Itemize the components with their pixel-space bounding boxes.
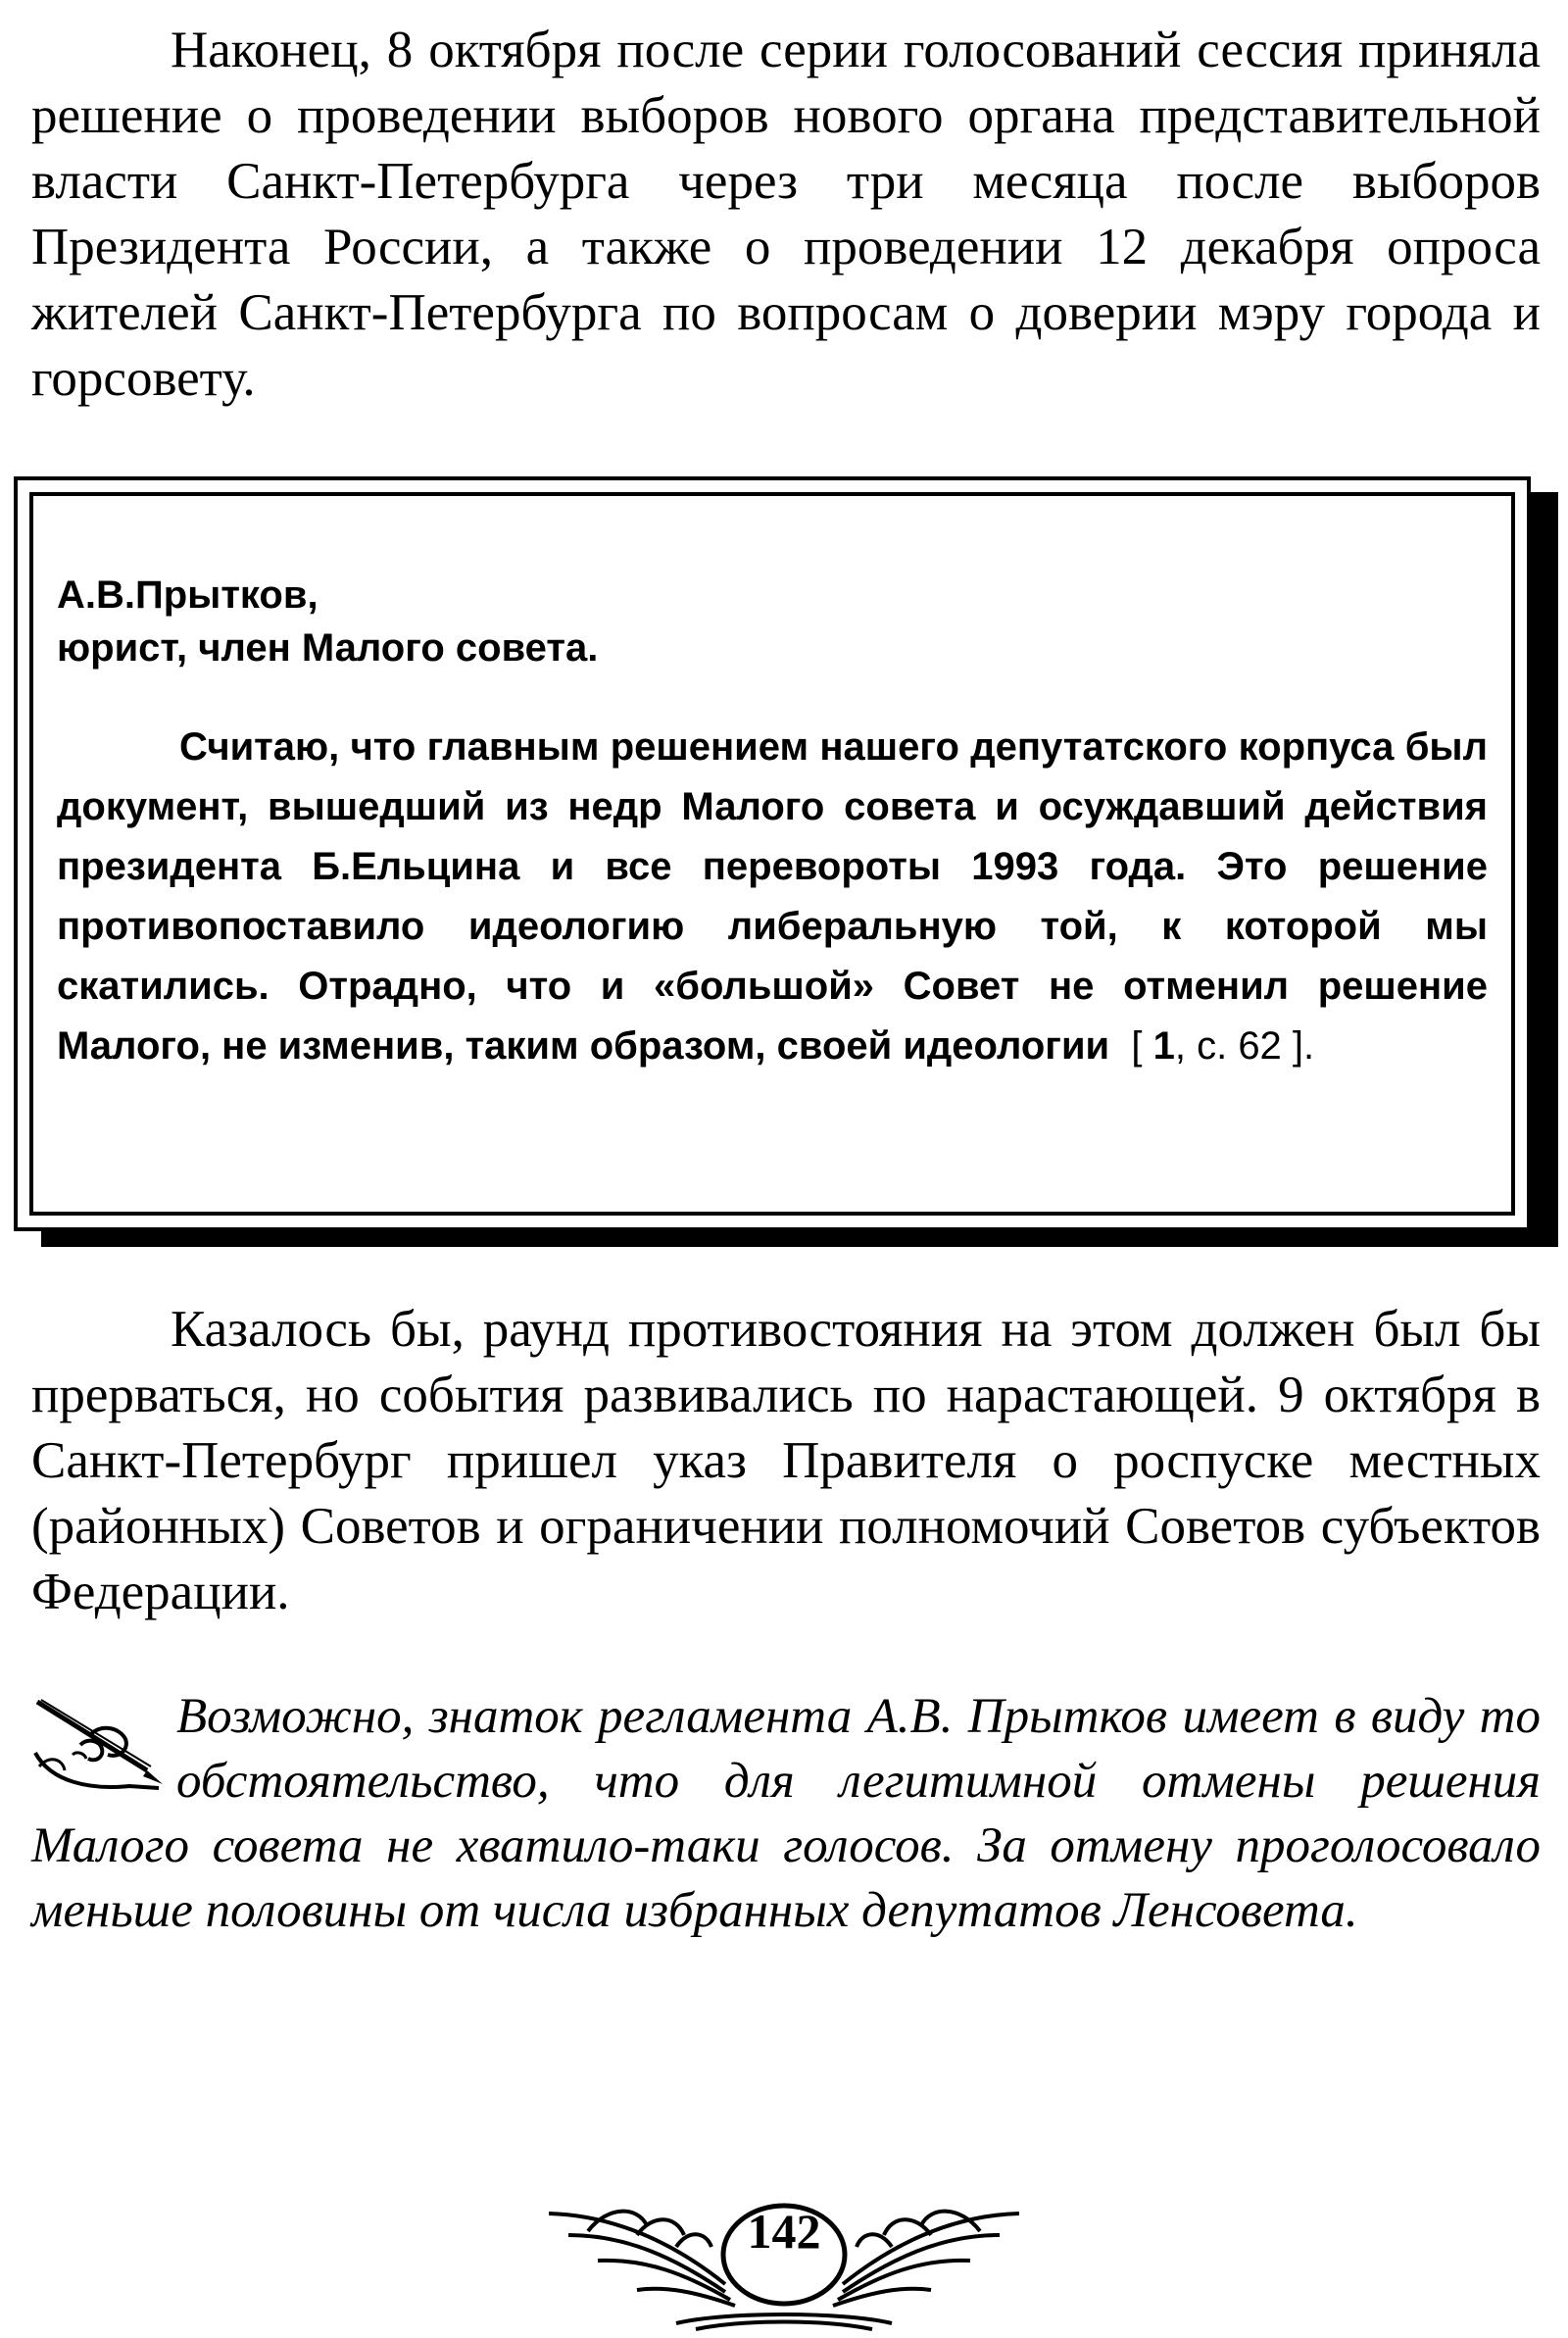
quote-ref-number: 1 <box>1152 1024 1175 1068</box>
quote-text: Считаю, что главным решением нашего депутатского корпуса был документ, вышедший из недр Малого совета и осуждавший действия президента Б.Ельцина и все перевороты 1993 года. Это решение противопоставило идеологию либеральную той, к которой мы скатились. Отрадно, что и «большой» Совет не отменил решение Малого, не изменив, таким образом, своей идеологии <box>57 725 1488 1068</box>
page-number: 142 <box>747 2204 821 2259</box>
quote-text-block <box>57 718 1488 1076</box>
quote-author-role: юрист, член Малого совета. <box>57 626 599 670</box>
quote-author-name: А.В.Прытков, <box>57 573 318 617</box>
quote-box <box>57 569 1488 1076</box>
quote-ref-rest: , с. 62 ]. <box>1174 1024 1315 1068</box>
body-paragraph-2: Казалось бы, раунд противостояния на этом должен был бы прерваться, но события развивались по нарастающей. 9 октября в Санкт-Петербург пришел указ Правителя о роспуске местных (районных) Советов и ограничении полномочий Советов субъектов Федерации. <box>31 1301 1541 1620</box>
body-paragraph-1: Наконец, 8 октября после серии голосований сессия приняла решение о проведении выборов нового органа представительной власти Санкт-Петербурга через три месяца после выборов Президента России, а также о проведении 12 декабря опроса жителей Санкт-Петербурга по вопросам о доверии мэру города и горсовету. <box>31 22 1541 407</box>
note-text: Возможно, знаток регламента А.В. Прытков имеет в виду то обстоятельство, что для легитимной отмены решения Малого совета не хватило-таки голосов. За отмену проголосовало меньше половины от числа избранных депутатов Ленсовета. <box>31 1689 1541 1938</box>
pen-writing-icon <box>31 1694 169 1802</box>
quote-ref-open: [ <box>1131 1024 1153 1068</box>
author-note <box>31 1684 1541 1943</box>
